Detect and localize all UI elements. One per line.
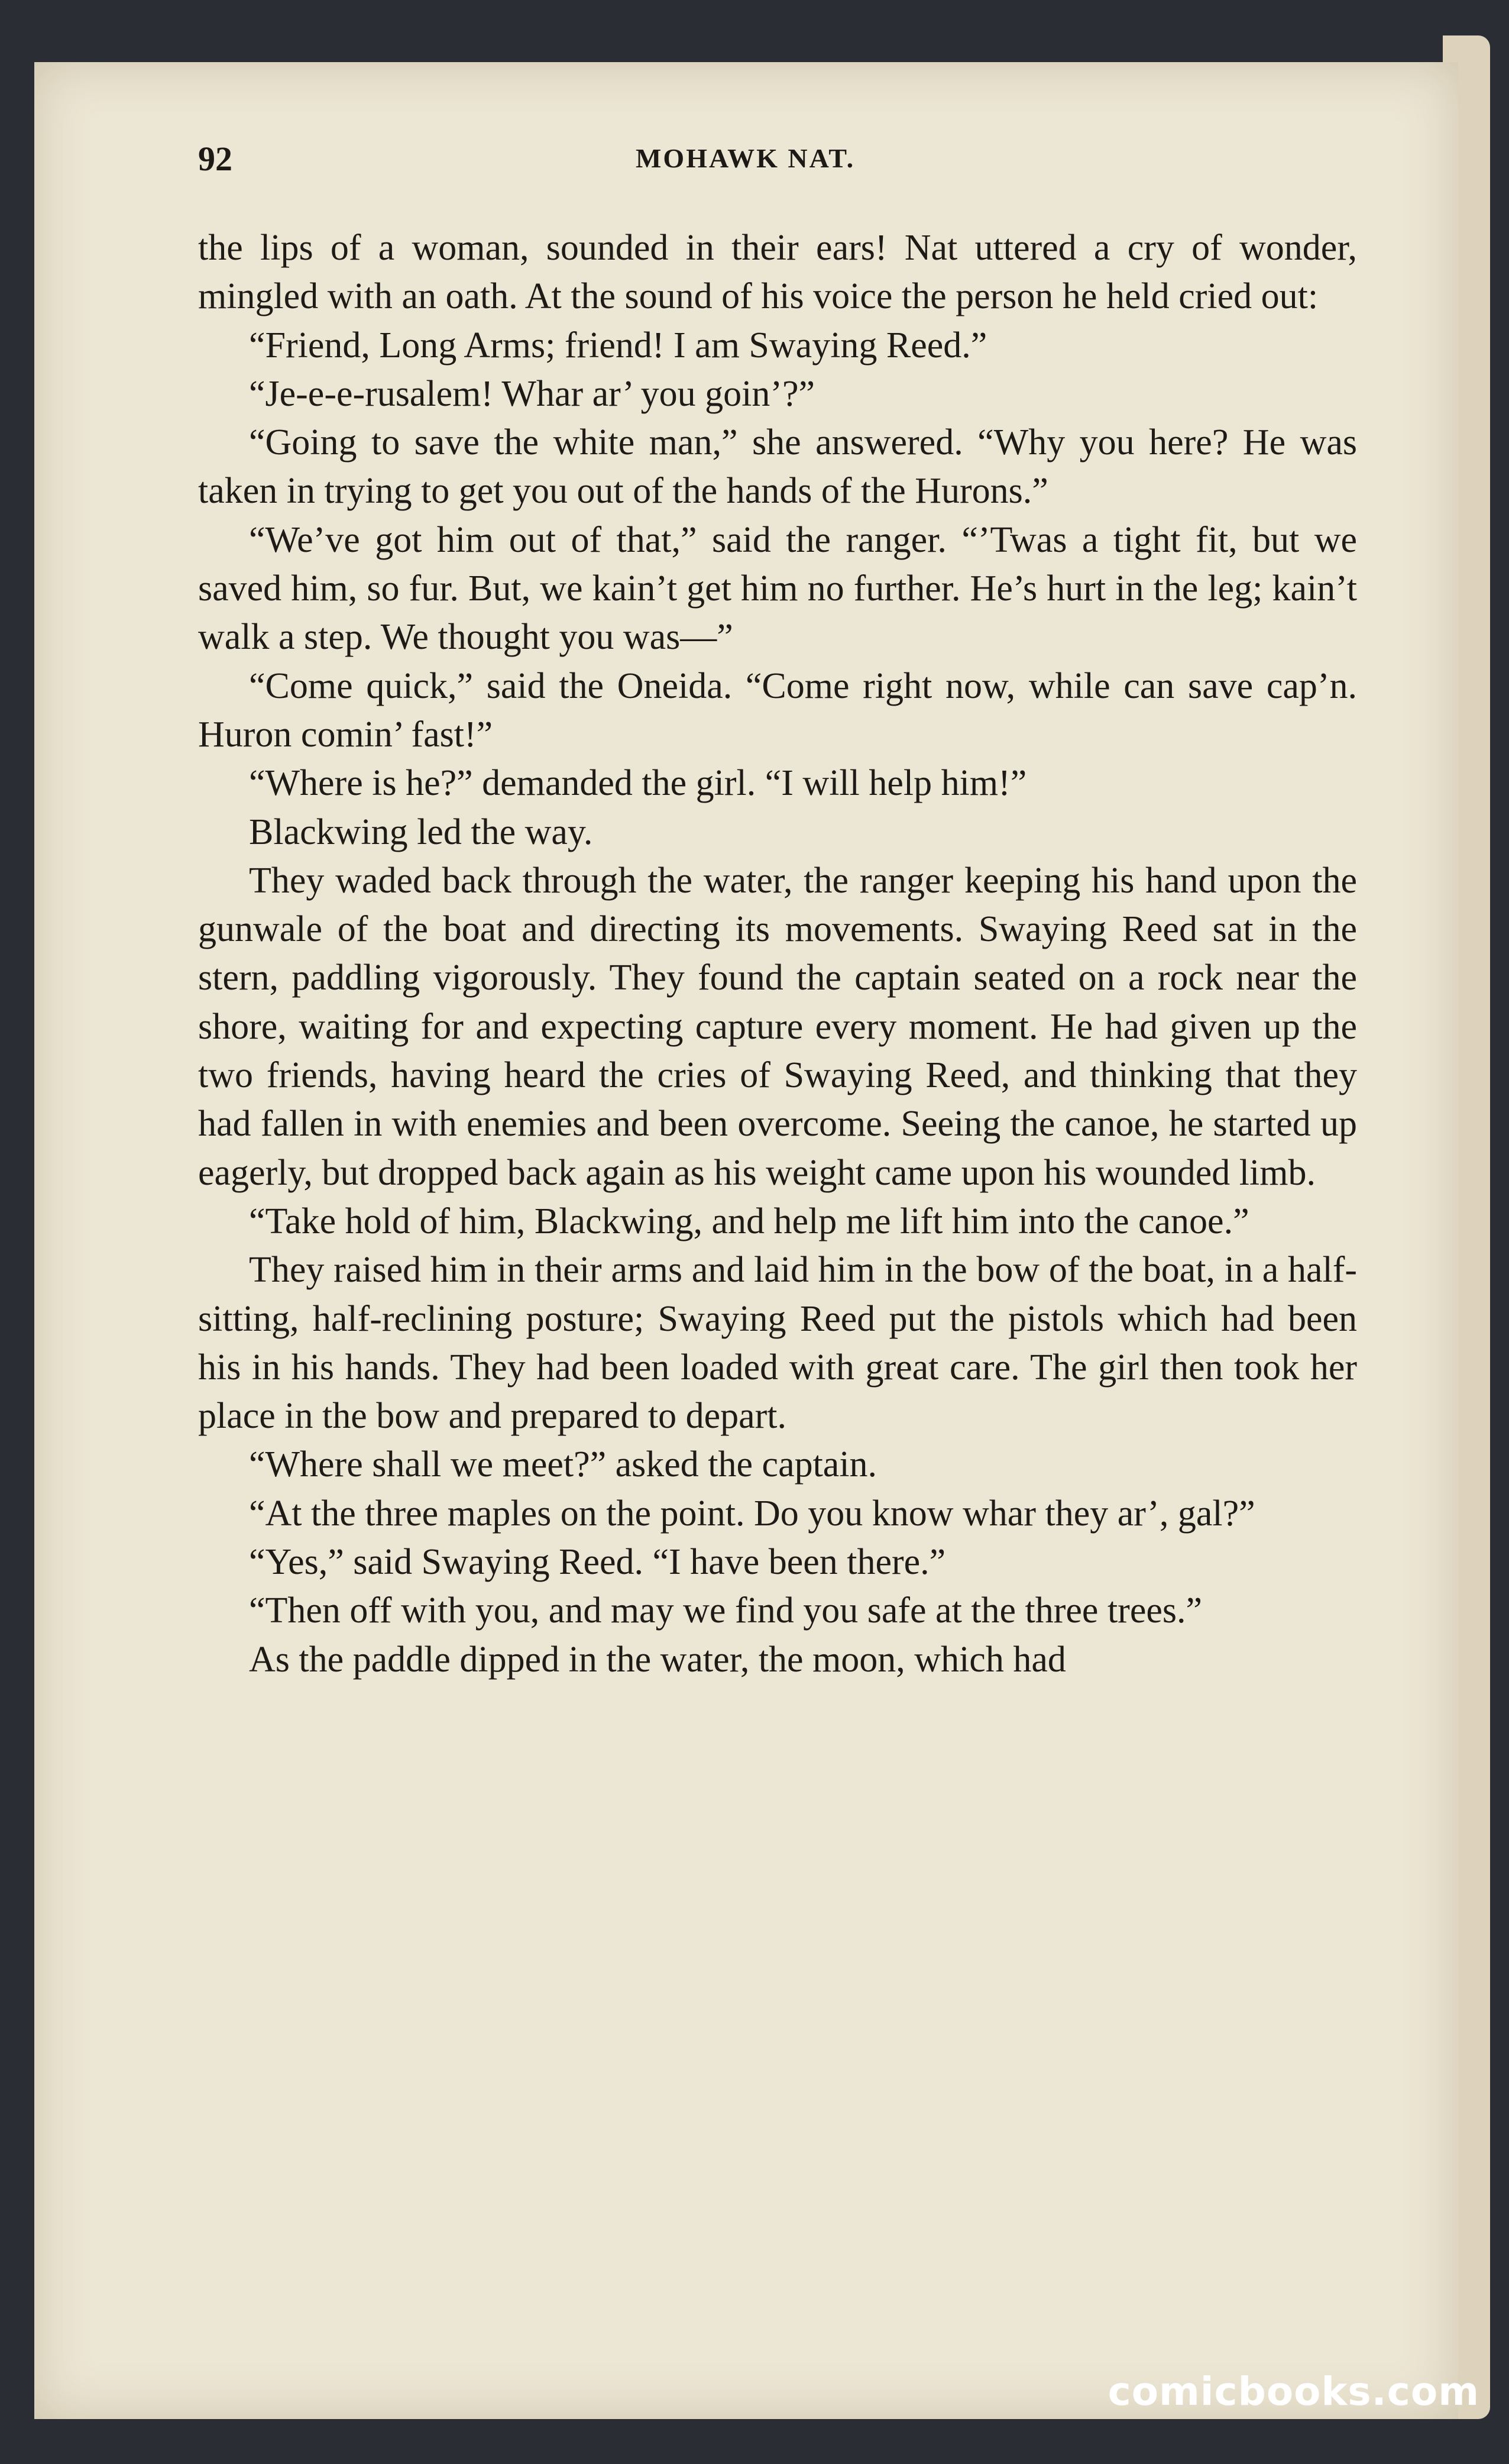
paragraph: “Come quick,” said the Oneida. “Come right now, while can save cap’n. Huron comin’ fast!” xyxy=(198,665,1357,755)
paragraph: “Friend, Long Arms; friend! I am Swaying Reed.” xyxy=(249,325,987,366)
paragraph: “Then off with you, and may we find you safe at the three trees.” xyxy=(249,1590,1202,1631)
body-text xyxy=(198,224,1357,1684)
paragraph: “Je-e-e-rusalem! Whar ar’ you goin’?” xyxy=(249,373,815,414)
watermark-text: comicbooks.com xyxy=(1108,2369,1479,2414)
paragraph: Blackwing led the way. xyxy=(249,811,593,852)
paragraph: “Where shall we meet?” asked the captain. xyxy=(249,1444,877,1485)
paragraph: “At the three maples on the point. Do you know whar they ar’, gal?” xyxy=(249,1493,1255,1534)
paragraph: the lips of a woman, sounded in their ears! Nat uttered a cry of wonder, mingled with an oath. At the sound of his voice the person he held cried out: xyxy=(198,228,1357,317)
paragraph: “Going to save the white man,” she answered. “Why you here? He was taken in trying to get you out of the hands of the Hurons.” xyxy=(198,422,1357,512)
page-header xyxy=(198,139,1357,192)
paragraph: “Where is he?” demanded the girl. “I will help him!” xyxy=(249,763,1027,804)
paragraph: “We’ve got him out of that,” said the ranger. “’Twas a tight fit, but we saved him, so fur. But, we kain’t get him no further. He’s hurt in the leg; kain’t walk a step. We thought you was—” xyxy=(198,519,1357,658)
paragraph: They raised him in their arms and laid him in the bow of the boat, in a half-sitting, half-reclining posture; Swaying Reed put the pistols which had been his in his hands. They had been loaded with great care. The girl then took her place in the bow and prepared to depart. xyxy=(198,1250,1357,1437)
page-number: 92 xyxy=(198,140,232,178)
paragraph: “Take hold of him, Blackwing, and help me lift him into the canoe.” xyxy=(249,1201,1249,1241)
paragraph: As the paddle dipped in the water, the moon, which had xyxy=(249,1639,1066,1680)
paragraph: They waded back through the water, the ranger keeping his hand upon the gunwale of the boat and directing its movements. Swaying Reed sat in the stern, paddling vigorously. They found the captain seated on a rock near the shore, waiting for and expecting capture every moment. He had given up the two friends, having heard the cries of Swaying Reed, and thinking that they had fallen in with enemies and been overcome. Seeing the canoe, he started up eagerly, but dropped back again as his weight came upon his wounded limb. xyxy=(198,860,1357,1193)
paragraph: “Yes,” said Swaying Reed. “I have been there.” xyxy=(249,1542,946,1583)
running-title: MOHAWK NAT. xyxy=(636,143,856,173)
